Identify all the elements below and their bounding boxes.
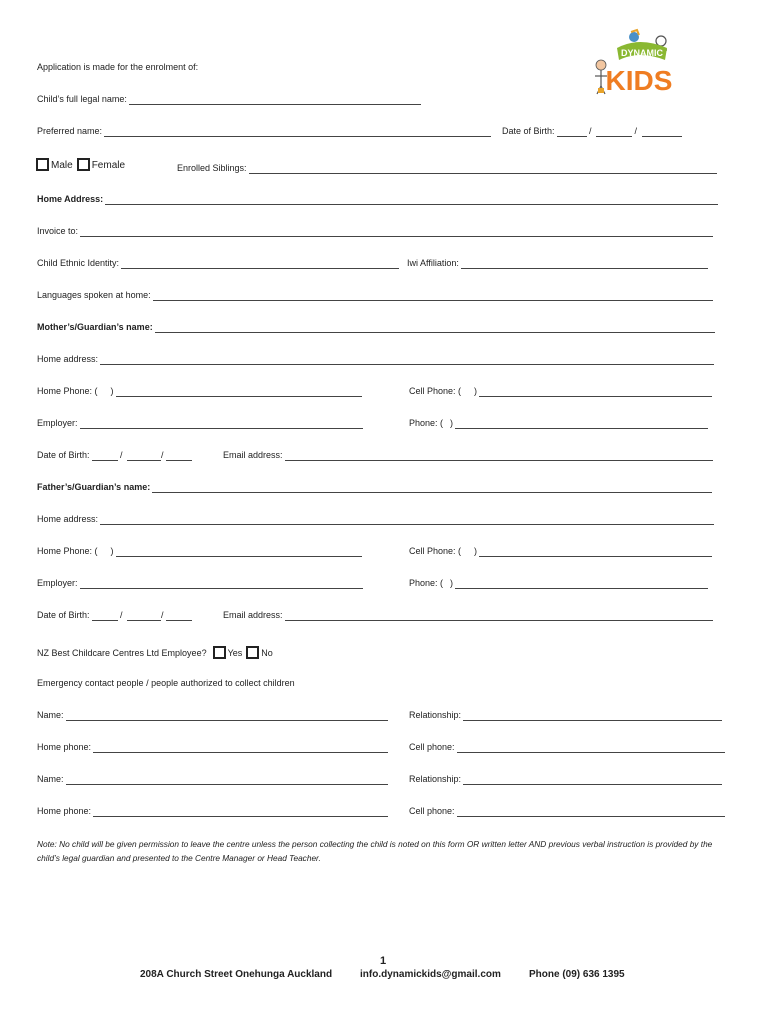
employee-row: NZ Best Childcare Centres Ltd Employee? Yes No: [37, 648, 273, 658]
child-dob-day-field[interactable]: [557, 127, 587, 137]
emergency-heading: Emergency contact people / people authorized to collect children: [37, 678, 295, 688]
permission-note: Note: No child will be given permission to leave the centre unless the person collecting the child is noted on this form OR written letter AND previous verbal instruction is provided by the child’s legal guardian and presented to the Centre Manager or Head Teacher.: [37, 839, 713, 863]
father-name-row: Father’s/Guardian’s name:: [37, 482, 712, 493]
mother-dob-year-field[interactable]: [166, 451, 192, 461]
child-home-address-row: Home Address:: [37, 194, 718, 205]
mother-dob-day-field[interactable]: [92, 451, 118, 461]
footer-email: info.dynamickids@gmail.com: [360, 969, 501, 980]
female-checkbox[interactable]: [77, 158, 90, 171]
logo-text-bottom: KIDS: [605, 65, 673, 96]
father-address-row: Home address:: [37, 514, 714, 525]
mother-employer-row: Employer:: [37, 418, 363, 429]
employee-yes-checkbox[interactable]: [213, 646, 226, 659]
father-dob-month-field[interactable]: [127, 611, 161, 621]
dynamic-kids-logo: [587, 28, 673, 100]
emergency-relationship-2-row: Relationship:: [409, 774, 722, 785]
siblings-row: Enrolled Siblings:: [177, 163, 717, 174]
emergency-name-2-row: Name:: [37, 774, 388, 785]
mother-address-row: Home address:: [37, 354, 714, 365]
emergency-relationship-1-row: Relationship:: [409, 710, 722, 721]
mother-dob-row: Date of Birth: / /: [37, 450, 192, 461]
mother-home-phone-row: Home Phone: ( ): [37, 386, 362, 397]
emergency-cell-phone-2-field[interactable]: [457, 807, 725, 817]
emergency-home-phone-1-field[interactable]: [93, 743, 388, 753]
emergency-name-1-field[interactable]: [66, 711, 388, 721]
emergency-cell-phone-1-field[interactable]: [457, 743, 725, 753]
languages-field[interactable]: [153, 291, 713, 301]
emergency-home-phone-1-row: Home phone:: [37, 742, 388, 753]
emergency-name-2-field[interactable]: [66, 775, 388, 785]
mother-address-field[interactable]: [100, 355, 714, 365]
invoice-field[interactable]: [80, 227, 713, 237]
mother-name-row: Mother’s/Guardian’s name:: [37, 322, 715, 333]
father-work-phone-field[interactable]: [455, 579, 708, 589]
mother-employer-field[interactable]: [80, 419, 363, 429]
child-legal-name-field[interactable]: [129, 95, 421, 105]
siblings-field[interactable]: [249, 164, 717, 174]
male-checkbox[interactable]: [36, 158, 49, 171]
employee-no-checkbox[interactable]: [246, 646, 259, 659]
father-cell-phone-row: Cell Phone: ( ): [409, 546, 712, 557]
emergency-cell-phone-1-row: Cell phone:: [409, 742, 725, 753]
mother-cell-phone-field[interactable]: [479, 387, 712, 397]
mother-dob-month-field[interactable]: [127, 451, 161, 461]
emergency-home-phone-2-row: Home phone:: [37, 806, 388, 817]
child-dob-row: Date of Birth: / /: [502, 126, 682, 137]
child-dob-year-field[interactable]: [642, 127, 682, 137]
footer-phone: Phone (09) 636 1395: [529, 969, 625, 980]
page-number: 1: [380, 955, 387, 967]
father-dob-row: Date of Birth: / /: [37, 610, 192, 621]
intro-text: Application is made for the enrolment of:: [37, 62, 199, 72]
languages-row: Languages spoken at home:: [37, 290, 713, 301]
child-dob-month-field[interactable]: [596, 127, 632, 137]
emergency-name-1-row: Name:: [37, 710, 388, 721]
ethnic-field[interactable]: [121, 259, 399, 269]
father-employer-field[interactable]: [80, 579, 363, 589]
child-home-address-field[interactable]: [105, 195, 718, 205]
father-dob-year-field[interactable]: [166, 611, 192, 621]
iwi-field[interactable]: [461, 259, 708, 269]
gender-row: Male Female: [36, 158, 125, 171]
invoice-row: Invoice to:: [37, 226, 713, 237]
child-legal-name-row: Child’s full legal name:: [37, 94, 421, 105]
preferred-name-row: Preferred name:: [37, 126, 491, 137]
preferred-name-field[interactable]: [104, 127, 491, 137]
father-cell-phone-field[interactable]: [479, 547, 712, 557]
father-employer-row: Employer:: [37, 578, 363, 589]
emergency-home-phone-2-field[interactable]: [93, 807, 388, 817]
mother-name-field[interactable]: [155, 323, 715, 333]
father-work-phone-row: Phone: ( ): [409, 578, 708, 589]
father-email-row: Email address:: [223, 610, 713, 621]
mother-home-phone-field[interactable]: [116, 387, 362, 397]
father-email-field[interactable]: [285, 611, 713, 621]
mother-cell-phone-row: Cell Phone: ( ): [409, 386, 712, 397]
father-home-phone-field[interactable]: [116, 547, 362, 557]
emergency-relationship-2-field[interactable]: [463, 775, 722, 785]
father-name-field[interactable]: [152, 483, 712, 493]
logo-text-top: DYNAMIC: [621, 48, 663, 58]
iwi-row: Iwi Affiliation:: [407, 258, 708, 269]
emergency-relationship-1-field[interactable]: [463, 711, 722, 721]
ethnic-row: Child Ethnic Identity:: [37, 258, 399, 269]
father-dob-day-field[interactable]: [92, 611, 118, 621]
mother-work-phone-field[interactable]: [455, 419, 708, 429]
father-address-field[interactable]: [100, 515, 714, 525]
emergency-cell-phone-2-row: Cell phone:: [409, 806, 725, 817]
father-home-phone-row: Home Phone: ( ): [37, 546, 362, 557]
mother-email-row: Email address:: [223, 450, 713, 461]
mother-work-phone-row: Phone: ( ): [409, 418, 708, 429]
mother-email-field[interactable]: [285, 451, 713, 461]
footer-address: 208A Church Street Onehunga Auckland: [140, 969, 333, 980]
